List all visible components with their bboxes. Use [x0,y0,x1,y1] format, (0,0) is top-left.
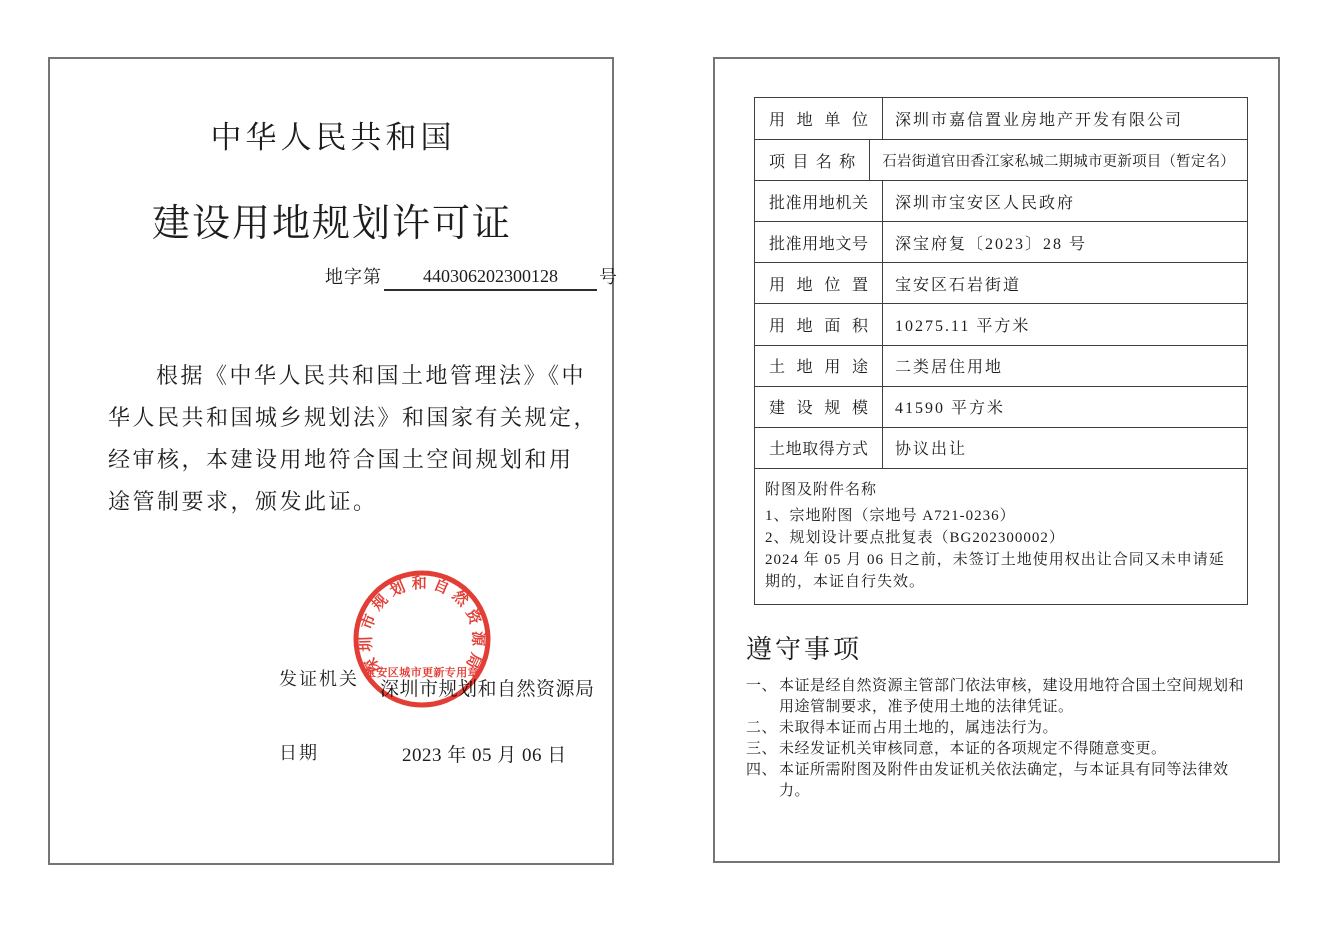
table-row [755,303,1247,344]
row-value: 宝安区石岩街道 [895,276,1022,294]
row-label-text: 土地取得方式 [769,441,868,459]
notice-item [746,676,1251,718]
row-label-text: 土地用途 [769,359,868,377]
attachment-line: 2、规划设计要点批复表（BG202300002） [765,529,1065,546]
table-row [755,139,1247,180]
left-page [48,57,618,865]
seal-bottom-text: 宝安区城市更新专用章 [365,667,479,679]
row-label-text: 用地位置 [769,276,868,294]
row-label-text: 建设规模 [769,400,868,418]
row-value: 41590 平方米 [895,400,1006,418]
prc-title: 中华人民共和国 [210,120,456,155]
notice-marker: 三、 [746,741,778,757]
issuer-label: 发证机关 [279,669,359,689]
row-label [755,387,883,427]
attachment-title: 附图及附件名称 [765,481,878,498]
body-line: 华人民共和国城乡规划法》和国家有关规定， [108,405,599,430]
row-value: 二类居住用地 [895,359,1004,377]
row-value: 深宝府复〔2023〕28 号 [895,235,1088,253]
body-line: 根据《中华人民共和国土地管理法》《中 [156,363,587,388]
date-value: 2023 年 05 月 06 日 [402,745,567,766]
date-label: 日期 [279,743,319,763]
notice-item [746,718,1251,739]
serial-prefix: 地字第 [325,267,382,287]
row-label-text: 批准用地文号 [769,235,868,253]
seal-ring-text: 深圳市规划和自然资源局 [357,575,487,676]
row-label-text: 用地面积 [769,318,868,336]
notice-marker: 二、 [746,720,778,736]
table-row [755,221,1247,262]
row-value: 石岩街道官田香江家私城二期城市更新项目（暂定名） [882,153,1235,170]
table-row [755,180,1247,221]
attachments-cell [755,468,1247,604]
row-label [755,304,883,344]
row-label [755,263,883,303]
info-table [754,97,1248,605]
notice-item [746,739,1251,760]
attachment-line: 1、宗地附图（宗地号 A721-0236） [765,507,1016,524]
certificate-title: 建设用地规划许可证 [151,203,512,245]
seal-ring [356,573,488,705]
row-label-text: 项目名称 [769,153,856,171]
row-value: 深圳市宝安区人民政府 [895,194,1076,212]
official-seal [342,559,502,719]
table-row [755,386,1247,427]
serial-number: 440306202300128 [384,266,597,291]
row-label [755,181,883,221]
table-row [755,427,1247,468]
body-line: 途管制要求，颁发此证。 [108,489,378,514]
serial-suffix: 号 [599,267,618,287]
row-label [755,140,870,180]
table-row [755,262,1247,303]
row-label [755,222,883,262]
notice-marker: 一、 [746,678,778,694]
notice-title: 遵守事项 [746,635,863,664]
row-value: 协议出让 [895,441,968,459]
certificate-body-text [108,355,602,523]
row-value: 深圳市嘉信置业房地产开发有限公司 [895,112,1184,130]
body-line: 经审核，本建设用地符合国土空间规划和用 [108,447,574,472]
row-value: 10275.11 平方米 [895,318,1031,336]
row-label-text: 用地单位 [769,112,868,130]
row-label [755,428,883,468]
right-page [713,57,1280,863]
notice-text: 本证所需附图及附件由发证机关依法确定，与本证具有同等法律效力。 [779,762,1229,799]
attachment-line: 2024 年 05 月 06 日之前，未签订土地使用权出让合同又未申请延期的，本证自行失效。 [765,551,1225,590]
notice-item [746,760,1251,802]
serial-number-row [325,263,618,291]
notice-text: 未经发证机关审核同意，本证的各项规定不得随意变更。 [779,741,1167,757]
table-row [755,98,1247,139]
notice-list [746,676,1251,802]
row-label [755,346,883,386]
notice-marker: 四、 [746,762,778,778]
issuer-value: 深圳市规划和自然资源局 [380,679,595,700]
notice-text: 本证是经自然资源主管部门依法审核，建设用地符合国土空间规划和用途管制要求，准予使用土地的法律凭证。 [779,678,1245,715]
table-row [755,345,1247,386]
row-label-text: 批准用地机关 [769,194,868,212]
notice-text: 未取得本证而占用土地的，属违法行为。 [779,720,1059,736]
row-label [755,98,883,139]
